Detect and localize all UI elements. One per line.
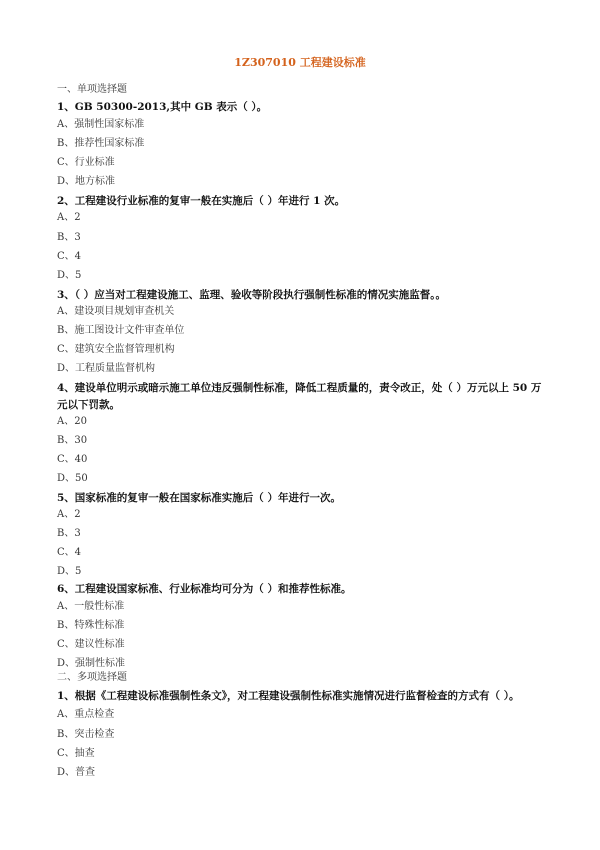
answer-option: B、推荐性国家标准: [57, 138, 145, 149]
question-text: 2、工程建设行业标准的复审一般在实施后（ ）年进行 1 次。: [57, 195, 346, 207]
question-text: 6、工程建设国家标准、行业标准均可分为（ ）和推荐性标准。: [57, 583, 352, 595]
answer-option: C、抽查: [57, 748, 95, 759]
question-text: 3、（ ）应当对工程建设施工、监理、验收等阶段执行强制性标准的情况实施监督。。: [57, 289, 446, 301]
answer-option: A、建设项目规划审查机关: [57, 306, 175, 317]
answer-option: B、3: [57, 528, 81, 539]
answer-option: D、5: [57, 270, 82, 281]
question-text: 1、根据《工程建设标准强制性条文》，对工程建设强制性标准实施情况进行监督检查的方式有（ ）。: [57, 690, 520, 702]
answer-option: D、普查: [57, 767, 96, 778]
answer-option: D、地方标准: [57, 176, 116, 187]
answer-option: D、强制性标准: [57, 658, 126, 669]
section-heading: 二、多项选择题: [57, 672, 127, 683]
answer-option: D、50: [57, 473, 88, 484]
answer-option: B、30: [57, 435, 88, 446]
answer-option: A、20: [57, 416, 87, 427]
question-text: 5、国家标准的复审一般在国家标准实施后（ ）年进行一次。: [57, 492, 341, 504]
question-text: 元以下罚款。: [57, 399, 120, 411]
answer-option: D、工程质量监督机构: [57, 363, 156, 374]
answer-option: B、3: [57, 232, 81, 243]
answer-option: A、一般性标准: [57, 601, 125, 612]
answer-option: C、4: [57, 251, 82, 262]
answer-option: C、40: [57, 454, 88, 465]
answer-option: A、重点检查: [57, 709, 115, 720]
answer-option: C、建议性标准: [57, 639, 125, 650]
answer-option: A、2: [57, 509, 81, 520]
document-title: 1Z307010 工程建设标准: [234, 56, 366, 69]
section-heading: 一、单项选择题: [57, 84, 127, 95]
answer-option: D、5: [57, 566, 82, 577]
answer-option: B、突击检查: [57, 729, 115, 740]
answer-option: B、特殊性标准: [57, 620, 125, 631]
answer-option: B、施工图设计文件审查单位: [57, 325, 185, 336]
question-text: 4、建设单位明示或暗示施工单位违反强制性标准，降低工程质量的，责令改正，处（ ）万元以上 50 万: [57, 382, 542, 394]
answer-option: C、建筑安全监督管理机构: [57, 344, 175, 355]
answer-option: C、行业标准: [57, 157, 115, 168]
answer-option: C、4: [57, 547, 82, 558]
question-text: 1、GB 50300-2013,其中 GB 表示（ ）。: [57, 101, 268, 113]
answer-option: A、2: [57, 212, 81, 223]
answer-option: A、强制性国家标准: [57, 119, 145, 130]
